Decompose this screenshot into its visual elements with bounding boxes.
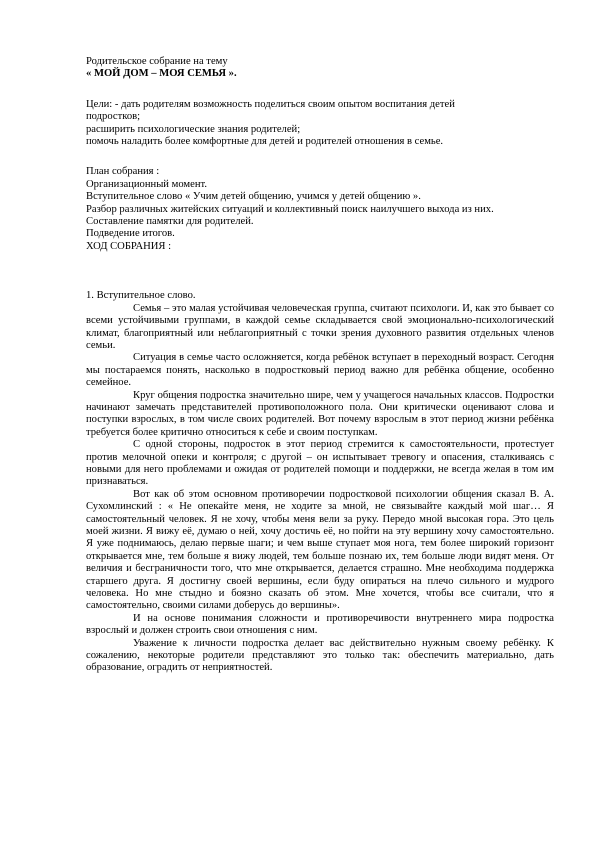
document-body — [86, 56, 554, 675]
section-heading: 1. Вступительное слово. — [86, 290, 196, 302]
goals-line-4: помочь наладить более комфортные для детей и родителей отношения в семье. — [86, 136, 444, 148]
goals-line-2: подростков; — [86, 111, 141, 123]
spacer — [86, 148, 554, 166]
paragraph: С одной стороны, подросток в этот период стремится к самостоятельности, протестует против мелочной опеки и контроля; с другой – он испытывает тревогу и опасения, сталкиваясь с новыми для него проблемами и ожидая от родителей помощи и поддержки, не всегда желая в том им признаваться. — [86, 439, 554, 488]
meeting-title: « МОЙ ДОМ – МОЯ СЕМЬЯ ». — [86, 68, 237, 80]
plan-item: Вступительное слово « Учим детей общению, учимся у детей общению ». — [86, 191, 421, 203]
spacer — [86, 81, 554, 99]
meeting-subject-line: Родительское собрание на тему — [86, 56, 228, 67]
progress-heading: ХОД СОБРАНИЯ : — [86, 240, 172, 252]
goals-line-1: Цели: - дать родителям возможность поделиться своим опытом воспитания детей — [86, 98, 455, 110]
paragraph: Уважение к личности подростка делает вас действительно нужным своему ребёнку. К сожалению, некоторые родители представляют это только так: обеспечить материально, дать образование, оградить от неприятностей. — [86, 637, 554, 674]
paragraph: И на основе понимания сложности и противоречивости внутреннего мира подростка взрослый и должен строить свои отношения с ним. — [86, 612, 554, 637]
paragraph: Вот как об этом основном противоречии подростковой психологии общения сказал В. А. Сухомлинский : « Не опекайте меня, не ходите за мной, не связывайте каждый мой шаг… Я самостоятельный человек. Я не хочу, чтобы меня вели за руку. Передо мной высокая гора. Это цель моей жизни. Я вижу её, думаю о ней, хочу достичь её, но пойти на эту вершину хочу самостоятельно. Я уже поднимаюсь, делаю первые шаги; и чем выше ступает моя нога, тем более широкий горизонт открывается мне, тем больше я вижу людей, тем больше познаю их, тем больше люди видят меня. От величия и бесграничности того, что мне открывается, делается страшно. Мне необходима поддержка старшего друга. Я достигну своей вершины, если буду опираться на плечо сильного и мудрого человека. Но мне стыдно и боязно сказать об этом. Мне хочется, чтобы все считали, что я самостоятельно, своими силами доберусь до вершины». — [86, 488, 554, 612]
plan-heading: План собрания : — [86, 166, 160, 178]
plan-item: Составление памятки для родителей. — [86, 216, 254, 228]
plan-item: Разбор различных житейских ситуаций и коллективный поиск наилучшего выхода из них. — [86, 203, 494, 215]
plan-item: Подведение итогов. — [86, 228, 175, 240]
paragraph: Круг общения подростка значительно шире, чем у учащегося начальных классов. Подростки начинают замечать представителей противоположного пола. Они критически оценивают слова и поступки взрослых, в том числе своих родителей. Вот почему взрослым в этот период жизни ребёнка требуется более критично относиться к себе и своим поступкам. — [86, 389, 554, 438]
spacer — [86, 253, 554, 290]
goals-line-3: расширить психологические знания родителей; — [86, 123, 301, 135]
paragraph: Семья – это малая устойчивая человеческая группа, считают психологи. И, как это бывает со всеми устойчивыми группами, в каждой семье складывается свой эмоционально-психологический климат, благоприятный или неблагоприятный с точки зрения духовного развития отдельных членов семьи. — [86, 302, 554, 351]
paragraph: Ситуация в семье часто осложняется, когда ребёнок вступает в переходный возраст. Сегодня мы постараемся понять, насколько в подростковый период важно для ребёнка общение, особенно семейное. — [86, 352, 554, 389]
plan-item: Организационный момент. — [86, 178, 207, 190]
